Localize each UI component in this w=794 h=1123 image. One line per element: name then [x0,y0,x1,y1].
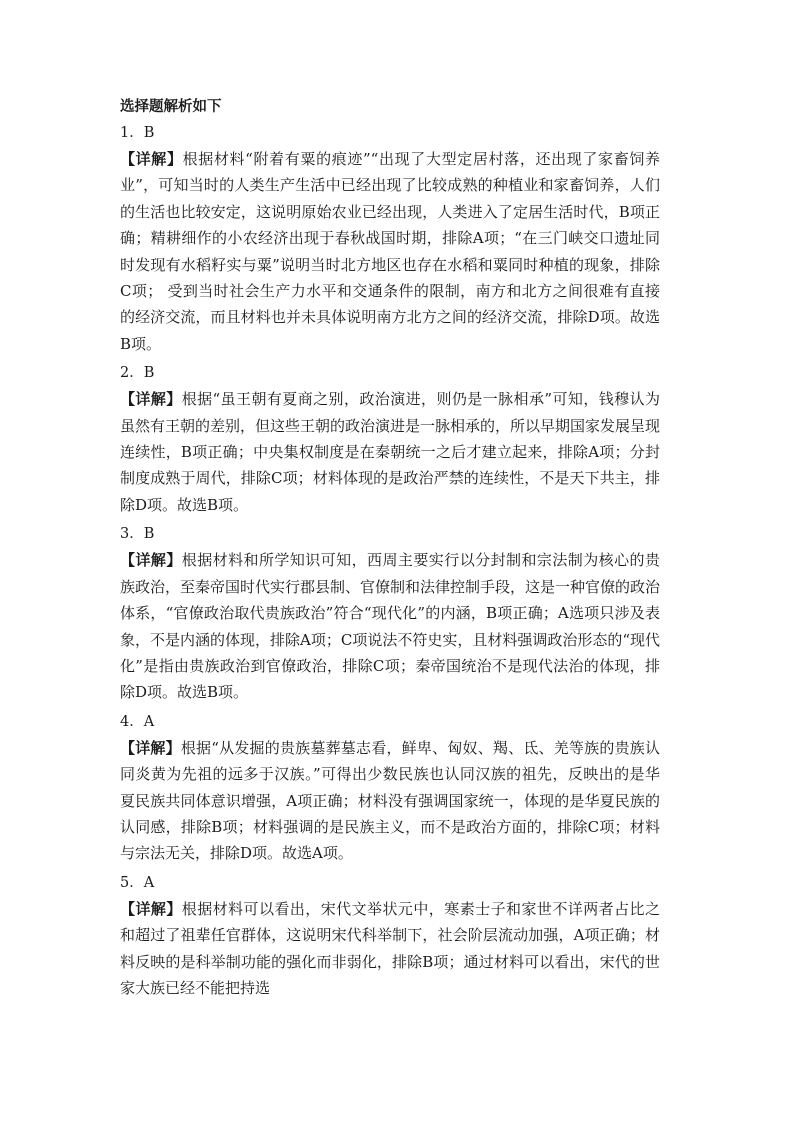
question-number-1: 1．B [120,125,155,141]
explanation-1 [120,146,660,357]
item-1 [120,120,660,357]
question-number-3: 3．B [120,526,155,543]
explanation-text-4: 根据“从发掘的贵族墓葬墓志看，鲜卑、匈奴、羯、氐、羌等族的贵族认同炎黄为先祖的远多于汉族。”可得出少数民族也认同汉族的祖先，反映出的是华夏民族共同体意识增强，A项正确；材料没有强调国家统一，体现的是华夏民族的认同感，排除B项；材料强调的是民族主义，而不是政治方面的，排除C项；材料与宗法无关，排除D项。故选A项。 [120,738,660,863]
item-3 [120,521,660,705]
explanation-text-3: 根据材料和所学知识可知，西周主要实行以分封制和宗法制为核心的贵族政治，至秦帝国时代实行郡县制、官僚制和法律控制手段，这是一种官僚的政治体系，“官僚政治取代贵族政治”符合“现代化”的内涵，B项正确；A选项只涉及表象，不是内涵的体现，排除A项；C项说法不符史实，且材料强调政治形态的“现代化”是指由贵族政治到官僚政治，排除C项；秦帝国统治不是现代法治的体现，排除D项。故选B项。 [120,551,661,702]
detail-label: 【详解】 [120,150,183,168]
explanation-4 [120,735,660,867]
question-number-5: 5．A [120,874,155,891]
explanation-text-2: 根据“虽王朝有夏商之别，政治演进，则仍是一脉相承”可知，钱穆认为虽然有王朝的差别，但这些王朝的政治演进是一脉相承的，所以早期国家发展呈现连续性，B项正确；中央集权制度是在秦朝统一之后才建立起来，排除A项；分封制度成熟于周代，排除C项；材料体现的是政治严禁的连续性，不是天下共主，排除D项。故选B项。 [120,390,661,514]
detail-label: 【详解】 [120,390,182,409]
item-5 [120,870,660,1002]
question-number-4: 4．A [120,713,155,730]
answer-explanations [120,94,660,1004]
explanation-text-5: 根据材料可以看出，宋代文举状元中，寒素士子和家世不详两者占比之和超过了祖辈任官群体，这说明宋代科举制下，社会阶层流动加强，A项正确；材料反映的是科举制功能的强化而非弱化，排除B项；通过材料可以看出，宋代的世家大族已经不能把持选 [120,899,660,997]
explanation-text-1: 根据材料“附着有粟的痕迹”“出现了大型定居村落，还出现了家畜饲养业”，可知当时的人类生产生活中已经出现了比较成熟的种植业和家畜饲养，人们的生活也比较安定，这说明原始农业已经出现，人类进入了定居生活时代，B项正确；精耕细作的小农经济出现于春秋战国时期，排除A项；“在三门峡交口遗址同时发现有水稻籽实与粟”说明当时北方地区也存在水稻和粟同时种植的现象，排除C项； 受到当时社会生产力水平和交通条件的限制，南方和北方之间很难有直接的经济交流，而且材料也并未具体说明南方北方之间的经济交流，排除D项。故选B项。 [120,150,660,353]
explanation-3 [120,547,660,705]
explanation-2 [120,386,660,518]
section-heading: 选择题解析如下 [120,99,222,115]
detail-label: 【详解】 [120,899,182,918]
explanation-5 [120,896,660,1002]
detail-label: 【详解】 [120,738,181,757]
item-2 [120,360,660,518]
detail-label: 【详解】 [120,551,182,570]
item-4 [120,709,660,867]
question-number-2: 2．B [120,365,155,382]
